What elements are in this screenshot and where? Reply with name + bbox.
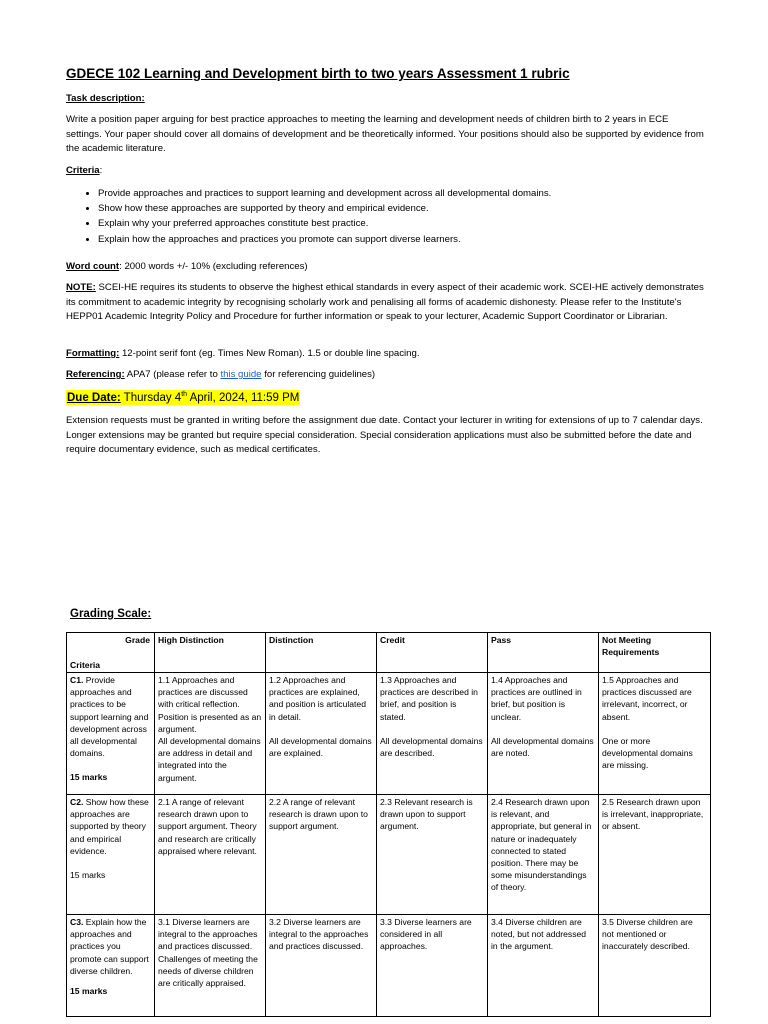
table-cell: 2.3 Relevant research is drawn upon to support argument.: [377, 795, 488, 915]
table-row: [67, 673, 711, 795]
table-cell: 1.1 Approaches and practices are discussed with critical reflection. Position is presented as an argument. All developmental domains are address in detail and integrated into the argument.: [155, 673, 266, 795]
rubric-table: [66, 632, 711, 1017]
column-header: High Distinction: [155, 633, 266, 673]
note-paragraph: NOTE: SCEI-HE requires its students to observe the highest ethical standards in every aspect of their academic work. SCEI-HE actively demonstrates its commitment to academic integrity by recognising scholarly work and penalising all forms of academic dishonesty. Please refer to the Institute's HEPP01 Academic Integrity Policy and Procedure for further information or speak to your lecturer, Academic Support Coordinator or Librarian.: [66, 282, 704, 323]
criterion-cell: C2. Show how these approaches are supported by theory and empirical evidence. 15 marks: [67, 795, 155, 915]
column-header: Distinction: [266, 633, 377, 673]
criteria-list: [66, 186, 718, 247]
criteria-item: • Provide approaches and practices to support learning and development across all developmental domains.: [98, 186, 718, 201]
table-row: [67, 795, 711, 915]
table-cell: 2.1 A range of relevant research drawn upon to support argument. Theory and research are critically appraised where relevant.: [155, 795, 266, 915]
table-cell: 2.5 Research drawn upon is irrelevant, inappropriate, or absent.: [599, 795, 711, 915]
table-cell: 3.2 Diverse learners are integral to the approaches and practices discussed.: [266, 915, 377, 1017]
task-description-text: Write a position paper arguing for best practice approaches to meeting the learning and development needs of children birth to 2 years in ECE settings. Your paper should cover all domains of development and be theoretically informed. Your positions should also be supported by evidence from the academic literature.: [66, 114, 704, 155]
table-cell: 3.1 Diverse learners are integral to the approaches and practices discussed. Challenges of meeting the needs of diverse children are critically appraised.: [155, 915, 266, 1017]
table-cell: 3.5 Diverse children are not mentioned or inaccurately described.: [599, 915, 711, 1017]
extension-paragraph: Extension requests must be granted in writing before the assignment due date. Contact your lecturer in writing for extensions of up to 7 calendar days. Longer extensions may be granted but require special consideration. Special consideration applications must also be submitted before the date and require documentary evidence, such as medical certificates.: [66, 415, 703, 456]
due-date: Due Date: Thursday 4th April, 2024, 11:59 PM: [67, 391, 300, 404]
column-header: Credit: [377, 633, 488, 673]
table-cell: 1.2 Approaches and practices are explained, and position is articulated in detail. All developmental domains are explained.: [266, 673, 377, 795]
criterion-cell: C1. Provide approaches and practices to be support learning and development across all developmental domains. 15 marks: [67, 673, 155, 795]
criterion-cell: C3. Explain how the approaches and practices you promote can support diverse children. 15 marks: [67, 915, 155, 1017]
task-description-label: Task description:: [66, 93, 145, 104]
criteria-item: • Explain how the approaches and practices you promote can support diverse learners.: [98, 232, 718, 247]
table-row: [67, 915, 711, 1017]
table-cell: 3.3 Diverse learners are considered in all approaches.: [377, 915, 488, 1017]
table-cell: 2.4 Research drawn upon is relevant, and appropriate, but general in nature or inadequately connected to stated position. There may be some misunderstandings of theory.: [488, 795, 599, 915]
table-cell: 1.5 Approaches and practices discussed are irrelevant, incorrect, or absent. One or more developmental domains are missing.: [599, 673, 711, 795]
formatting-line: Formatting: 12-point serif font (eg. Times New Roman). 1.5 or double line spacing.: [66, 348, 420, 359]
table-cell: 1.4 Approaches and practices are outlined in brief, but position is unclear. All developmental domains are noted.: [488, 673, 599, 795]
table-cell: 3.4 Diverse children are noted, but not addressed in the argument.: [488, 915, 599, 1017]
grade-criteria-corner: Grade Criteria: [67, 633, 155, 673]
guide-link[interactable]: this guide: [220, 369, 262, 380]
grading-scale-heading: Grading Scale:: [70, 608, 152, 620]
table-cell: 1.3 Approaches and practices are described in brief, and position is stated. All developmental domains are described.: [377, 673, 488, 795]
column-header: Pass: [488, 633, 599, 673]
referencing-line: Referencing: APA7 (please refer to this guide for referencing guidelines): [66, 369, 376, 380]
criteria-item: • Explain why your preferred approaches constitute best practice.: [98, 216, 718, 231]
word-count: Word count: 2000 words +/- 10% (excluding references): [66, 261, 308, 272]
criteria-heading: Criteria:: [66, 165, 103, 176]
document-title: GDECE 102 Learning and Development birth to two years Assessment 1 rubric: [66, 66, 570, 81]
criteria-item: • Show how these approaches are supported by theory and empirical evidence.: [98, 201, 718, 216]
table-header-row: [67, 633, 711, 673]
table-cell: 2.2 A range of relevant research is drawn upon to support argument.: [266, 795, 377, 915]
column-header: Not Meeting Requirements: [599, 633, 711, 673]
